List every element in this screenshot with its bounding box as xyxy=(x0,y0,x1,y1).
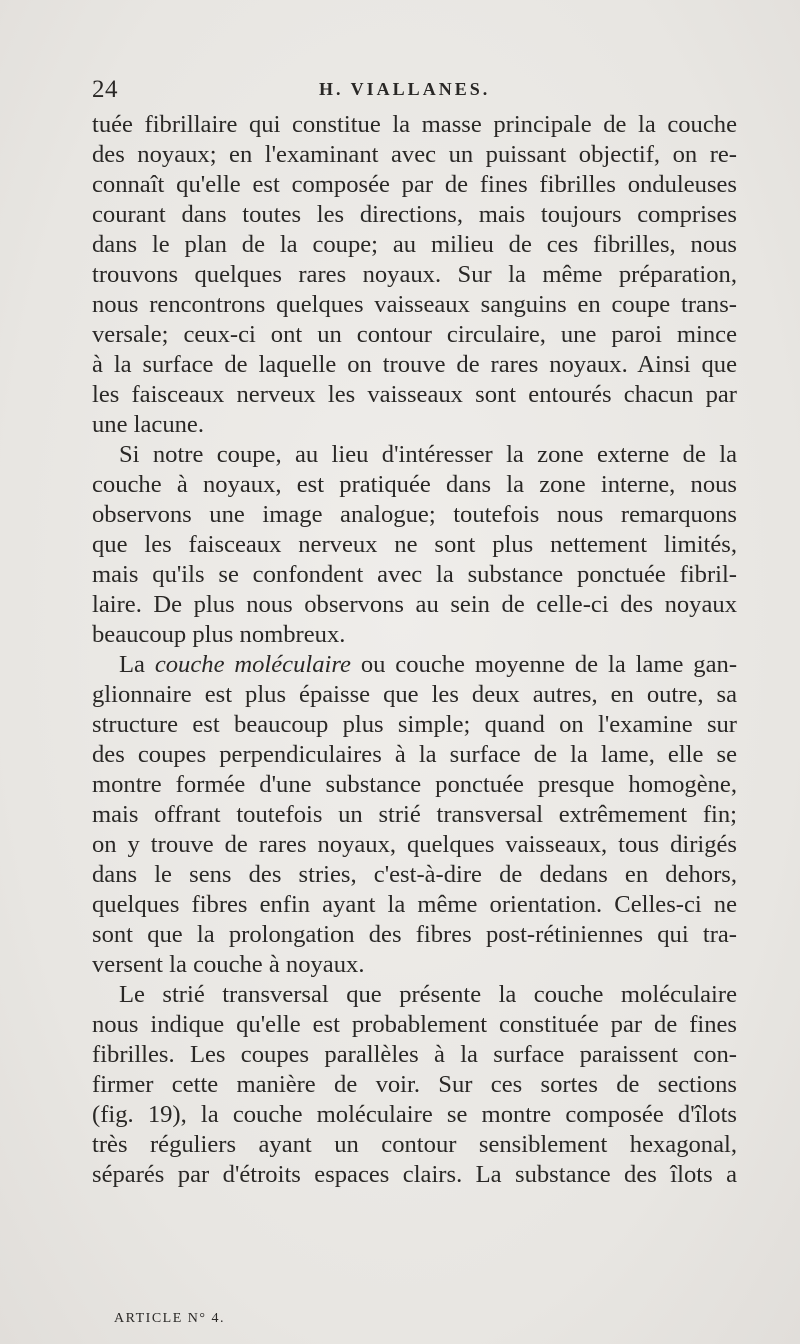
page-footer: ARTICLE N° 4. xyxy=(114,1311,225,1326)
text-line: courant dans toutes les directions, mais toujours comprises xyxy=(92,201,737,228)
text-line: nous rencontrons quelques vaisseaux sanguins en coupe trans- xyxy=(92,291,737,318)
text-line: les faisceaux nerveux les vaisseaux sont entourés chacun par xyxy=(92,381,737,408)
text-line: versent la couche à noyaux. xyxy=(92,951,365,978)
italic-term: couche moléculaire xyxy=(154,651,351,678)
text-line: versale; ceux-ci ont un contour circulaire, une paroi mince xyxy=(92,321,737,348)
text-line: montre formée d'une substance ponctuée presque homogène, xyxy=(92,771,737,798)
body-text xyxy=(92,110,737,1190)
text-line: firmer cette manière de voir. Sur ces sortes de sections xyxy=(92,1071,737,1098)
text-line: trouvons quelques rares noyaux. Sur la même préparation, xyxy=(92,261,737,288)
page-header xyxy=(92,76,732,110)
text-line: nous indique qu'elle est probablement constituée par de fines xyxy=(92,1011,737,1038)
text-line: structure est beaucoup plus simple; quand on l'examine sur xyxy=(92,711,737,738)
text-line: des noyaux; en l'examinant avec un puissant objectif, on re- xyxy=(92,141,737,168)
text-line: dans le plan de la coupe; au milieu de ces fibrilles, nous xyxy=(92,231,737,258)
text-line: on y trouve de rares noyaux, quelques vaisseaux, tous dirigés xyxy=(92,831,737,858)
text-line: fibrilles. Les coupes parallèles à la surface paraissent con- xyxy=(92,1041,737,1068)
text-line: très réguliers ayant un contour sensiblement hexagonal, xyxy=(92,1131,737,1158)
text-line: beaucoup plus nombreux. xyxy=(92,621,346,648)
text-line: des coupes perpendiculaires à la surface de la lame, elle se xyxy=(92,741,737,768)
text-line: dans le sens des stries, c'est-à-dire de dedans en dehors, xyxy=(92,861,737,888)
text-line: quelques fibres enfin ayant la même orientation. Celles-ci ne xyxy=(92,891,737,918)
text-line: observons une image analogue; toutefois nous remarquons xyxy=(92,501,737,528)
text-line: mais qu'ils se confondent avec la substance ponctuée fibril- xyxy=(92,561,737,588)
running-head: H. VIALLANES. xyxy=(319,79,491,99)
text-line: tuée fibrillaire qui constitue la masse principale de la couche xyxy=(92,111,737,138)
text-line: sont que la prolongation des fibres post-rétiniennes qui tra- xyxy=(92,921,737,948)
text-line: que les faisceaux nerveux ne sont plus nettement limités, xyxy=(92,531,737,558)
text-line: séparés par d'étroits espaces clairs. La substance des îlots a xyxy=(92,1161,737,1188)
text-line: Si notre coupe, au lieu d'intéresser la zone externe de la xyxy=(119,441,737,468)
page-number: 24 xyxy=(92,76,118,103)
text-line: laire. De plus nous observons au sein de celle-ci des noyaux xyxy=(92,591,737,618)
text-line: connaît qu'elle est composée par de fines fibrilles onduleuses xyxy=(92,171,737,198)
text-line: une lacune. xyxy=(92,411,204,438)
text-line: glionnaire est plus épaisse que les deux autres, en outre, sa xyxy=(92,681,737,708)
text-line: à la surface de laquelle on trouve de rares noyaux. Ainsi que xyxy=(92,351,737,378)
text-line: mais offrant toutefois un strié transversal extrêmement fin; xyxy=(92,801,737,828)
text-line: couche à noyaux, est pratiquée dans la zone interne, nous xyxy=(92,471,737,498)
text-line-with-italic: La couche moléculaire ou couche moyenne de la lame gan- xyxy=(119,651,738,678)
text-line: (fig. 19), la couche moléculaire se montre composée d'îlots xyxy=(92,1101,737,1128)
text-line: Le strié transversal que présente la couche moléculaire xyxy=(119,981,737,1008)
